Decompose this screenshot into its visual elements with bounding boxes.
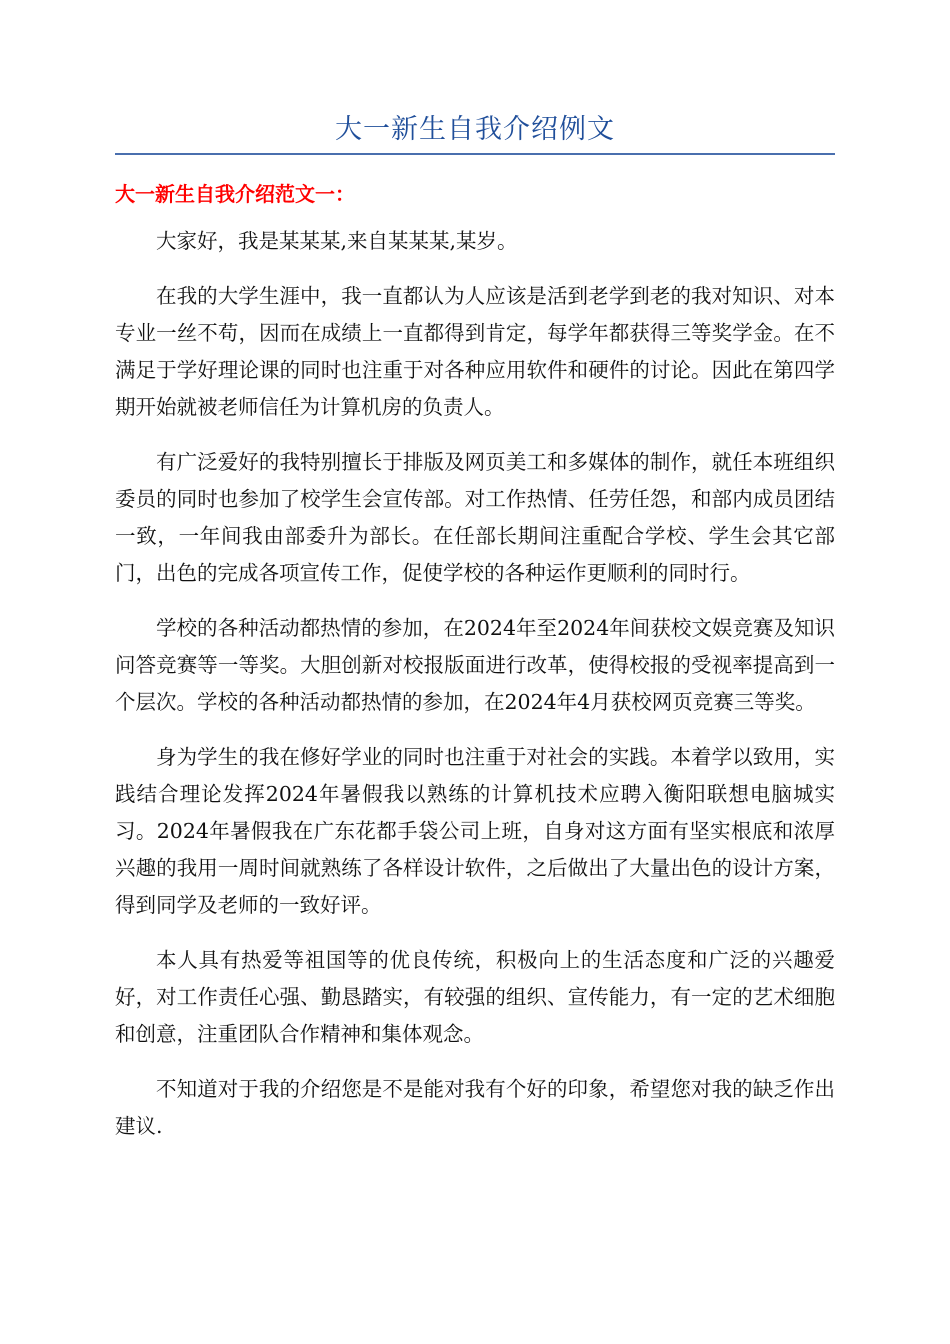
title-underline bbox=[115, 153, 835, 155]
paragraph-practice: 身为学生的我在修好学业的同时也注重于对社会的实践。本着学以致用，实践结合理论发挥2024年暑假我以熟练的计算机技术应聘入衡阳联想电脑城实习。2024年暑假我在广东花都手袋公司上班，自身对这方面有坚实根底和浓厚兴趣的我用一周时间就熟练了各样设计软件，之后做出了大量出色的设计方案，得到同学及老师的一致好评。 bbox=[115, 745, 835, 917]
section-heading: 大一新生自我介绍范文一： bbox=[115, 182, 355, 206]
document-body bbox=[115, 223, 835, 1163]
document-title: 大一新生自我介绍例文 bbox=[335, 114, 615, 145]
paragraph-academics: 在我的大学生涯中，我一直都认为人应该是活到老学到老的我对知识、对本专业一丝不苟，因而在成绩上一直都得到肯定，每学年都获得三等奖学金。在不满足于学好理论课的同时也注重于对各种应用软件和硬件的讨论。因此在第四学期开始就被老师信任为计算机房的负责人。 bbox=[115, 284, 835, 419]
paragraph-greeting: 大家好，我是某某某,来自某某某,某岁。 bbox=[156, 229, 518, 253]
paragraph-closing: 不知道对于我的介绍您是不是能对我有个好的印象，希望您对我的缺乏作出建议. bbox=[115, 1077, 835, 1138]
paragraph-activities: 学校的各种活动都热情的参加，在2024年至2024年间获校文娱竞赛及知识问答竞赛等一等奖。大胆创新对校报版面进行改革，使得校报的受视率提高到一个层次。学校的各种活动都热情的参加，在2024年4月获校网页竞赛三等奖。 bbox=[115, 616, 835, 714]
paragraph-hobbies: 有广泛爱好的我特别擅长于排版及网页美工和多媒体的制作，就任本班组织委员的同时也参加了校学生会宣传部。对工作热情、任劳任怨，和部内成员团结一致，一年间我由部委升为部长。在任部长期间注重配合学校、学生会其它部门，出色的完成各项宣传工作，促使学校的各种运作更顺利的同时行。 bbox=[115, 450, 835, 585]
paragraph-character: 本人具有热爱等祖国等的优良传统，积极向上的生活态度和广泛的兴趣爱好，对工作责任心强、勤恳踏实，有较强的组织、宣传能力，有一定的艺术细胞和创意，注重团队合作精神和集体观念。 bbox=[115, 948, 835, 1046]
